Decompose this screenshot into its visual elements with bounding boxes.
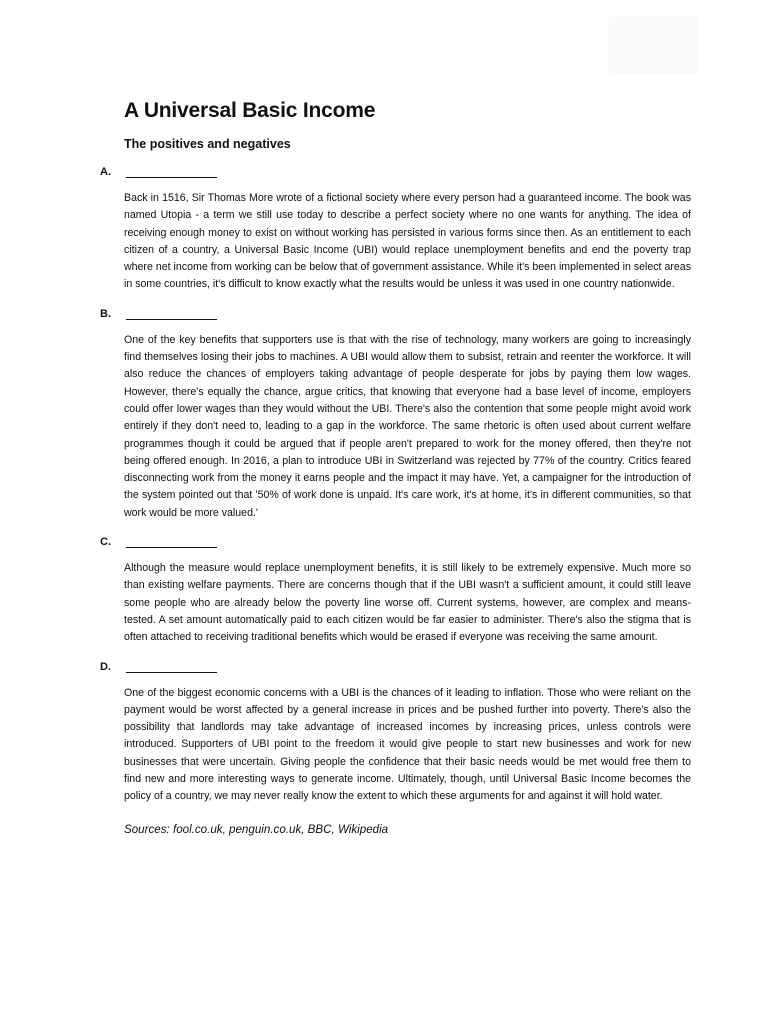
section-c [100, 532, 691, 646]
document-subtitle: The positives and negatives [124, 137, 291, 151]
section-b [100, 304, 691, 522]
section-d [100, 657, 691, 806]
heading-answer-blank[interactable] [126, 672, 217, 673]
section-heading [100, 304, 691, 322]
section-letter: C. [100, 536, 111, 549]
document-title: A Universal Basic Income [124, 99, 376, 122]
section-heading [100, 532, 691, 550]
section-paragraph: Although the measure would replace unemployment benefits, it is still likely to be extremely expensive. Much more so than existing welfare payments. There are concerns though that if the UBI wasn't a sufficient amount, it could still leave some people who are already below the poverty line worse off. Current systems, however, are complex and means-tested. A set amount automatically paid to each citizen would be far easier to administer. There's also the stigma that is often attached to receiving traditional benefits which would be erased if everyone was receiving the same amount. [124, 562, 691, 644]
corner-mark [608, 16, 698, 74]
section-letter: D. [100, 660, 111, 673]
document-page [100, 96, 691, 838]
section-paragraph: Back in 1516, Sir Thomas More wrote of a fictional society where every person had a guaranteed income. The book was named Utopia - a term we still use today to describe a perfect society where no one wants for anything. The idea of receiving enough money to exist on without working has persisted in various forms since then. As an entitlement to each citizen of a country, a Universal Basic Income (UBI) would replace unemployment benefits and end the poverty trap where net income from working can be below that of government assistance. While it's been implemented in select areas in some countries, it's difficult to know exactly what the results would be unless it was used in one country nationwide. [124, 192, 691, 291]
section-paragraph: One of the biggest economic concerns with a UBI is the chances of it leading to inflation. Those who were reliant on the payment would be worst affected by a general increase in prices and be pushed further into poverty. There's also the possibility that landlords may take advantage of increased incomes by increasing prices, unless controls were introduced. Supporters of UBI point to the freedom it would give people to start new businesses and work for new businesses that were uncertain. Giving people the confidence that their basic needs would be met would free them to find new and more interesting ways to generate income. Ultimately, though, until Universal Basic Income becomes the policy of a country, we may never really know the extent to which these arguments for and against it will hold water. [124, 686, 691, 803]
heading-answer-blank[interactable] [126, 177, 217, 178]
section-heading [100, 657, 691, 675]
section-letter: B. [100, 307, 111, 320]
section-paragraph: One of the key benefits that supporters use is that with the rise of technology, many workers are going to increasingly find themselves losing their jobs to machines. A UBI would allow them to subsist, retrain and reenter the workforce. It will also reduce the chances of employers taking advantage of people desperate for jobs by paying them low wages. However, there's equally the chance, argue critics, that knowing that everyone had a base level of income, employers could offer lower wages than they would without the UBI. There's also the contention that some people might avoid work entirely if they don't need to, leading to a gap in the workforce. The same rhetoric is often used about current welfare programmes though it could be argued that if people aren't prepared to work for the money offered, then they're not being offered enough. In 2016, a plan to introduce UBI in Switzerland was rejected by 77% of the country. Critics feared disconnecting work from the money it earns people and the impact it may have. Yet, a campaigner for the introduction of the system pointed out that '50% of work done is unpaid. It's care work, it's at home, it's in different communities, so that work would be more valued.' [124, 333, 691, 519]
heading-answer-blank[interactable] [126, 547, 217, 548]
heading-answer-blank[interactable] [126, 319, 217, 320]
section-letter: A. [100, 166, 111, 178]
section-a [100, 162, 691, 294]
section-heading [100, 162, 691, 180]
sources-line: Sources: fool.co.uk, penguin.co.uk, BBC, Wikipedia [124, 822, 389, 836]
